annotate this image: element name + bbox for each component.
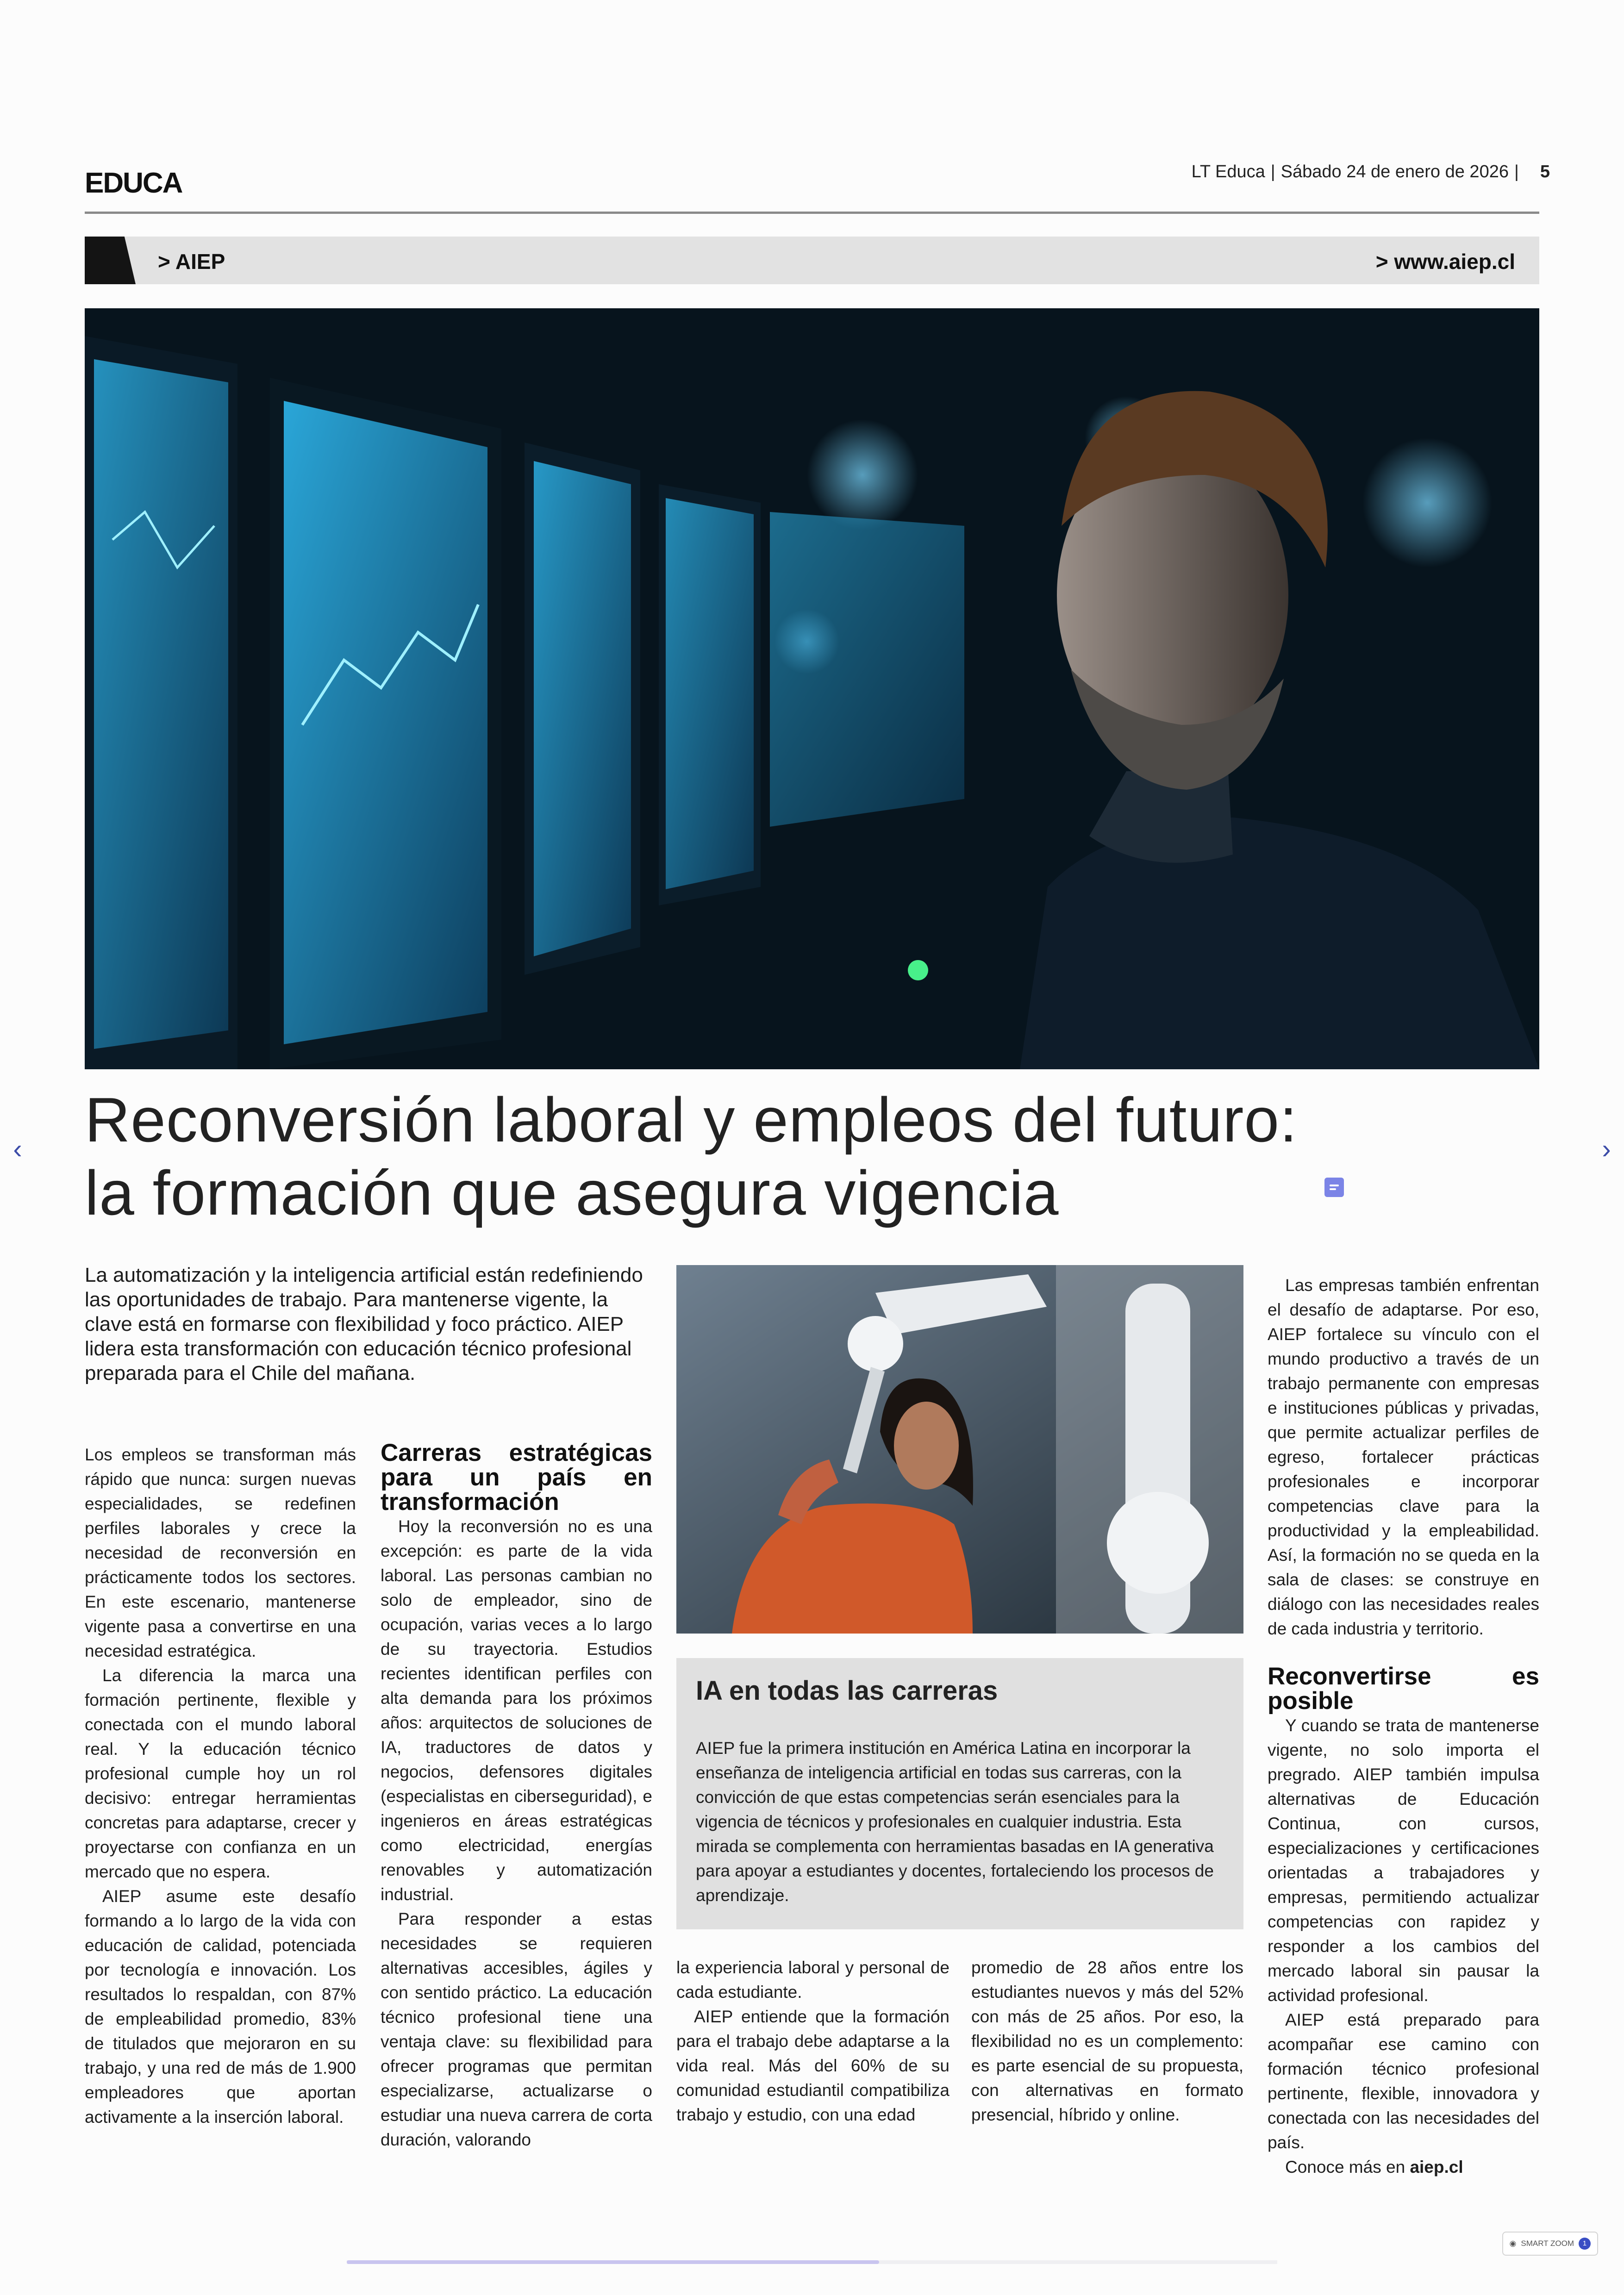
issue-date: Sábado 24 de enero de 2026 <box>1280 162 1509 181</box>
column-3 <box>676 1955 949 2127</box>
paragraph: Y cuando se trata de mantenerse vigente, no solo importa el pregrado. AIEP también impulsa alternativas de Educación Continua, con cursos, especializaciones y certificaciones orientadas a trabajadores y empresas, permitiendo actualizar competencias con rapidez y responder a los cambios del mercado laboral sin pausar la actividad profesional. <box>1268 1716 1539 2005</box>
page-number: 5 <box>1540 162 1550 181</box>
article-lead: La automatización y la inteligencia artificial están redefiniendo las oportunidades de trabajo. Para mantenerse vigente, la clave está en formarse con flexibilidad y foco práctico. AIEP lidera esta transformación con educación técnico profesional preparada para el Chile del mañana. <box>85 1264 643 1384</box>
section-heading: Carreras estratégicas para un país en transformación <box>381 1439 652 1515</box>
band-wedge <box>85 237 136 284</box>
prev-page-arrow[interactable]: ‹ <box>13 1134 22 1164</box>
paragraph: promedio de 28 años entre los estudiantes nuevos y más del 52% con más de 25 años. Por eso, la flexibilidad no es un complemento: es parte esencial de su propuesta, con alternativas en formato presencial, híbrido y online. <box>971 1958 1243 2124</box>
publication-name: LT Educa <box>1191 162 1265 181</box>
column-2 <box>381 1441 652 2152</box>
paragraph: la experiencia laboral y personal de cada estudiante. <box>676 1958 949 2002</box>
paragraph: AIEP asume este desafío formando a lo largo de la vida con educación de calidad, potenciada por tecnología e innovación. Los resultados lo respaldan, con 87% de empleabilidad promedio, 83% de titulados que mejoraron en su trabajo, y una red de más de 1.900 empleadores que aportan activamente a la inserción laboral. <box>85 1887 356 2127</box>
box-title: IA en todas las carreras <box>696 1676 998 1706</box>
folio: LT Educa | Sábado 24 de enero de 2026 | 5 <box>1191 162 1550 181</box>
next-page-arrow[interactable]: › <box>1602 1134 1611 1164</box>
paragraph: Para responder a estas necesidades se requieren alternativas accesibles, ágiles y con sentido práctico. La educación técnico profesional tiene una ventaja clave: su flexibilidad para ofrecer programas que permitan especializarse, actualizarse o estudiar una nueva carrera de corta duración, valorando <box>381 1909 652 2149</box>
hero-photo <box>85 308 1539 1069</box>
sponsor-band <box>85 237 1539 284</box>
smart-zoom-count: 1 <box>1579 2238 1591 2250</box>
paragraph: La diferencia la marca una formación pertinente, flexible y conectada con el mundo laboral real. Y la educación técnico profesional cumple hoy un rol decisivo: entregar herramientas concretas para adaptarse, crecer y proyectarse con confianza en un mercado que no espera. <box>85 1666 356 1881</box>
article-headline <box>85 1083 1474 1229</box>
paragraph: Hoy la reconversión no es una excepción: es parte de la vida laboral. Las personas cambian no solo de empleador, sino de ocupación, varias veces a lo largo de su trayectoria. Estudios recientes identifican perfiles con alta demanda para los próximos años: arquitectos de soluciones de IA, traductores de datos y negocios, defensores digitales (especialistas en ciberseguridad), e ingenieros en áreas estratégicas como electricidad, energías renovables y automatización industrial. <box>381 1517 652 1904</box>
column-1 <box>85 1442 356 2129</box>
paragraph: Las empresas también enfrentan el desafío de adaptarse. Por eso, AIEP fortalece su vínculo con el mundo productivo a través de un trabajo permanente con empresas e instituciones públicas y privadas, que permite actualizar perfiles de egreso, fortalecer prácticas profesionales e incorporar competencias clave para la productividad y la empleabilidad. Así, la formación no se queda en la sala de clases: se construye en diálogo con las necesidades reales de cada industria y territorio. <box>1268 1276 1539 1638</box>
closing-prefix: Conoce más en <box>1285 2158 1410 2177</box>
paragraph: Los empleos se transforman más rápido que nunca: surgen nuevas especialidades, se redefinen perfiles laborales y crece la necesidad de reconversión en prácticamente todos los sectores. En este escenario, mantenerse vigente pasa a convertirse en una necesidad estratégica. <box>85 1445 356 1660</box>
scrollbar-thumb[interactable] <box>347 2260 879 2264</box>
lab-photo <box>676 1265 1243 1634</box>
section-name: EDUCA <box>85 167 182 199</box>
sponsor-url[interactable]: > www.aiep.cl <box>1375 249 1515 274</box>
header-rule <box>85 212 1539 214</box>
page-scrollbar[interactable] <box>347 2260 1277 2264</box>
eye-icon: ◉ <box>1509 2239 1517 2248</box>
note-icon[interactable] <box>1324 1178 1344 1197</box>
sponsor-label: > AIEP <box>158 249 225 274</box>
ia-info-box <box>676 1658 1243 1929</box>
column-5 <box>1268 1273 1539 2179</box>
closing-link[interactable]: aiep.cl <box>1410 2158 1463 2177</box>
paragraph: AIEP entiende que la formación para el trabajo debe adaptarse a la vida real. Más del 60% de su comunidad estudiantil compatibiliza trabajo y estudio, con una edad <box>676 2007 949 2124</box>
smart-zoom-label: SMART ZOOM <box>1521 2239 1574 2248</box>
lab-illustration <box>676 1265 1243 1634</box>
smart-zoom-button[interactable] <box>1502 2232 1598 2256</box>
headline-line-1: Reconversión laboral y empleos del futuro: <box>85 1085 1298 1155</box>
section-heading: Reconvertirse es posible <box>1268 1663 1539 1715</box>
headline-line-2: la formación que asegura vigencia <box>85 1158 1059 1228</box>
hero-illustration <box>85 308 1539 1069</box>
box-body: AIEP fue la primera institución en América Latina en incorporar la enseñanza de inteligencia artificial en todas sus carreras, con la convicción de que estas competencias serán esenciales para la vigencia de técnicos y profesionales en cualquier industria. Esta mirada se complementa con herramientas basadas en IA generativa para apoyar a estudiantes y docentes, fortaleciendo los procesos de aprendizaje. <box>696 1739 1214 1905</box>
paragraph: AIEP está preparado para acompañar ese camino con formación técnico profesional pertinente, flexible, innovadora y conectada con las necesidades del país. <box>1268 2010 1539 2152</box>
column-4 <box>971 1955 1243 2127</box>
closing-line <box>1268 2155 1539 2179</box>
